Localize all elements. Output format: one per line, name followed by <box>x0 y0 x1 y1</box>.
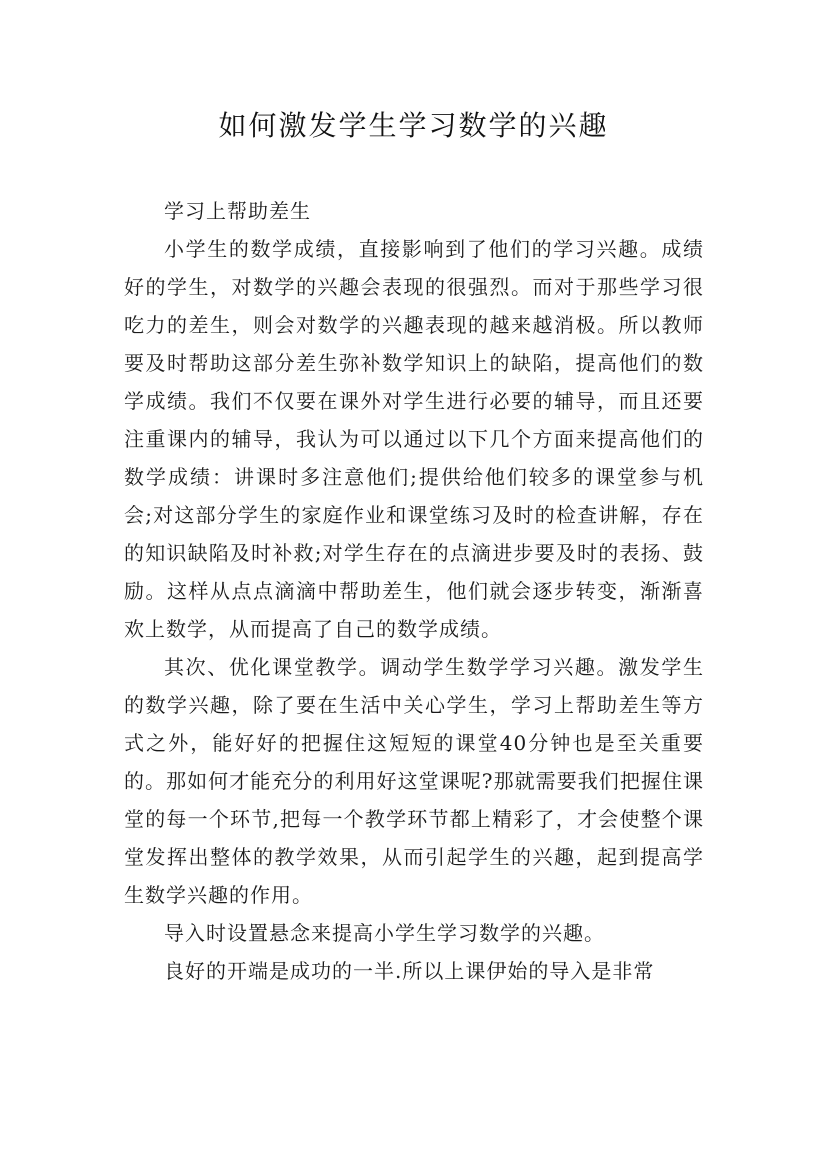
paragraph: 良好的开端是成功的一半.所以上课伊始的导入是非常 <box>164 959 655 983</box>
section-heading: 导入时设置悬念来提高小学生学习数学的兴趣。 <box>164 921 605 945</box>
paragraph: 其次、优化课堂教学。调动学生数学学习兴趣。激发学生的数学兴趣，除了要在生活中关心学生，学习上帮助差生等方式之外，能好好的把握住这短短的课堂40分钟也是至关重要的。那如何才能充分的利用好这堂课呢?那就需要我们把握住课堂的每一个环节,把每一个教学环节都上精彩了，才会使整个课堂发挥出整体的教学效果，从而引起学生的兴趣，起到提高学生数学兴趣的作用。 <box>124 655 704 907</box>
document-body <box>124 192 704 990</box>
document-title: 如何激发学生学习数学的兴趣 <box>218 109 609 142</box>
paragraph: 小学生的数学成绩，直接影响到了他们的学习兴趣。成绩好的学生，对数学的兴趣会表现的很强烈。而对于那些学习很吃力的差生，则会对数学的兴趣表现的越来越消极。所以教师要及时帮助这部分差生弥补数学知识上的缺陷，提高他们的数学成绩。我们不仅要在课外对学生进行必要的辅导，而且还要注重课内的辅导，我认为可以通过以下几个方面来提高他们的数学成绩：讲课时多注意他们;提供给他们较多的课堂参与机会;对这部分学生的家庭作业和课堂练习及时的检查讲解，存在的知识缺陷及时补救;对学生存在的点滴进步要及时的表扬、鼓励。这样从点点滴滴中帮助差生，他们就会逐步转变，渐渐喜欢上数学，从而提高了自己的数学成绩。 <box>124 237 704 641</box>
section-heading: 学习上帮助差生 <box>164 199 311 223</box>
